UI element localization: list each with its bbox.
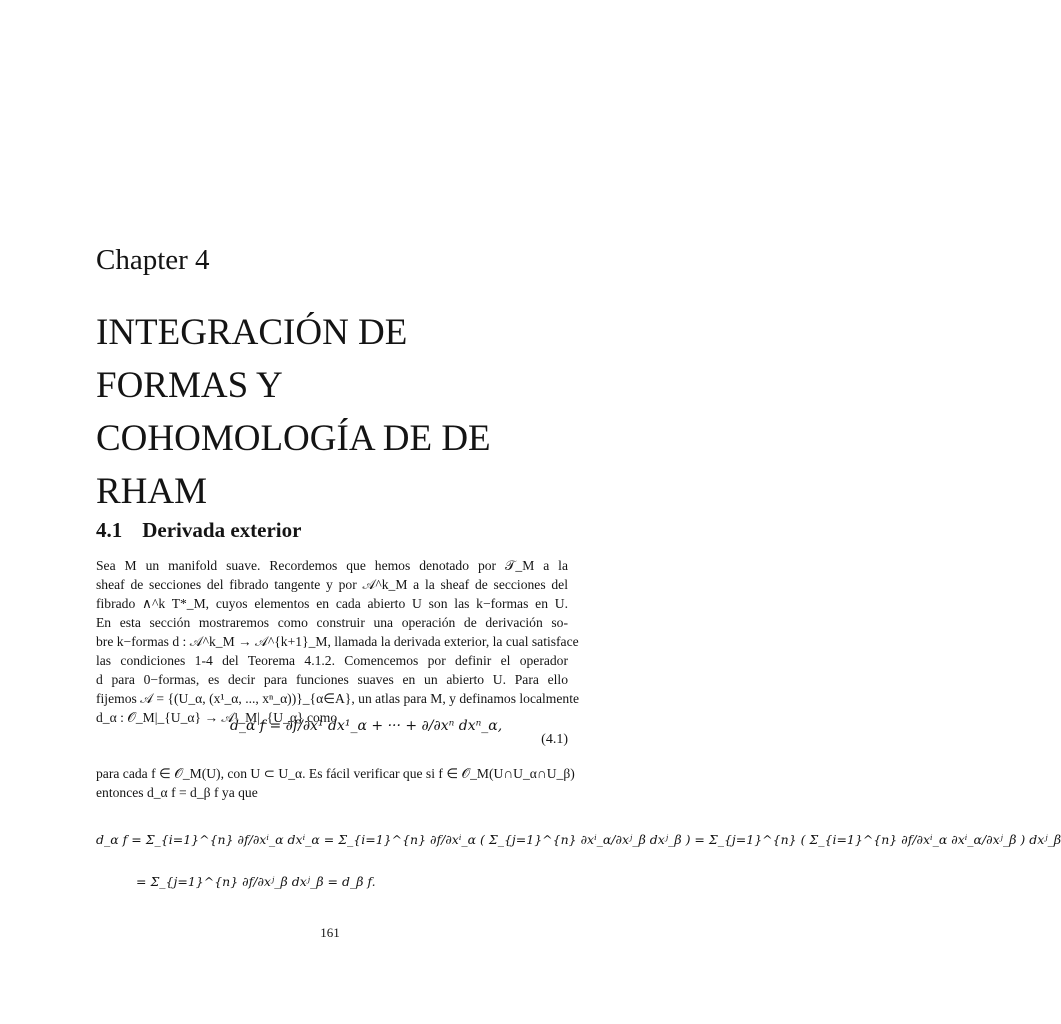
paragraph-line: Sea M un manifold suave. Recordemos que hemos denotado por 𝒯_M a la — [96, 558, 568, 573]
chapter-title-line: RHAM — [96, 471, 208, 512]
section-heading — [96, 518, 301, 543]
paragraph-line: sheaf de secciones del fibrado tangente y por 𝒜^k_M a la sheaf de secciones del — [96, 577, 568, 592]
equation-row: d_α f = Σ_{i=1}^{n} ∂f/∂xⁱ_α dxⁱ_α = Σ_{i=1}^{n} ∂f/∂xⁱ_α ( Σ_{j=1}^{n} ∂xⁱ_α/∂xʲ_β dxʲ_β ) = Σ_{j=1}^{n} ( Σ_{i=1}^{n} ∂f/∂xⁱ_α ∂xⁱ_α/∂xʲ_β ) dxʲ_β — [96, 832, 1061, 847]
paragraph-line: fibrado ∧^k T*_M, cuyos elementos en cada abierto U son las k−formas en U. — [96, 596, 568, 611]
page-number: 161 — [320, 925, 340, 940]
paragraph-line: entonces d_α f = d_β f ya que — [96, 785, 258, 800]
section-number: 4.1 — [96, 518, 123, 542]
chapter-title — [96, 306, 616, 518]
equation-number: (4.1) — [541, 732, 568, 747]
body-paragraph — [96, 556, 580, 727]
paragraph-line: d para 0−formas, es decir para funciones suaves en un abierto U. Para ello — [96, 672, 568, 687]
equation-expression: d_α f = ∂f/∂x¹ dx¹_α + ··· + ∂/∂xⁿ dxⁿ_α, — [230, 718, 503, 734]
chapter-title-line: COHOMOLOGÍA DE DE — [96, 418, 491, 459]
section-title: Derivada exterior — [142, 518, 302, 542]
paragraph-line: d_α : 𝒪_M|_{U_α} → 𝒜¹_M|_{U_α} como — [96, 710, 338, 725]
paragraph-line: bre k−formas d : 𝒜^k_M → 𝒜^{k+1}_M, llamada la derivada exterior, la cual satisface — [96, 634, 579, 649]
equation-chain — [96, 810, 1061, 920]
paragraph-line: las condiciones 1-4 del Teorema 4.1.2. Comencemos por definir el operador — [96, 653, 568, 668]
paragraph-line: fijemos 𝒜 = {(U_α, (x¹_α, ..., xⁿ_α))}_{α∈A}, un atlas para M, y definamos localmente — [96, 691, 580, 706]
paragraph-line: para cada f ∈ 𝒪_M(U), con U ⊂ U_α. Es fácil verificar que si f ∈ 𝒪_M(U∩U_α∩U_β) — [96, 766, 575, 781]
after-paragraph — [96, 764, 575, 802]
equation-4-1 — [96, 718, 568, 762]
chapter-title-line: FORMAS Y — [96, 365, 283, 406]
chapter-label: Chapter 4 — [96, 244, 210, 276]
chapter-title-line: INTEGRACIÓN DE — [96, 312, 408, 353]
equation-row: = Σ_{j=1}^{n} ∂f/∂xʲ_β dxʲ_β = d_β f. — [136, 874, 376, 889]
paragraph-line: En esta sección mostraremos como construir una operación de derivación so- — [96, 615, 568, 630]
